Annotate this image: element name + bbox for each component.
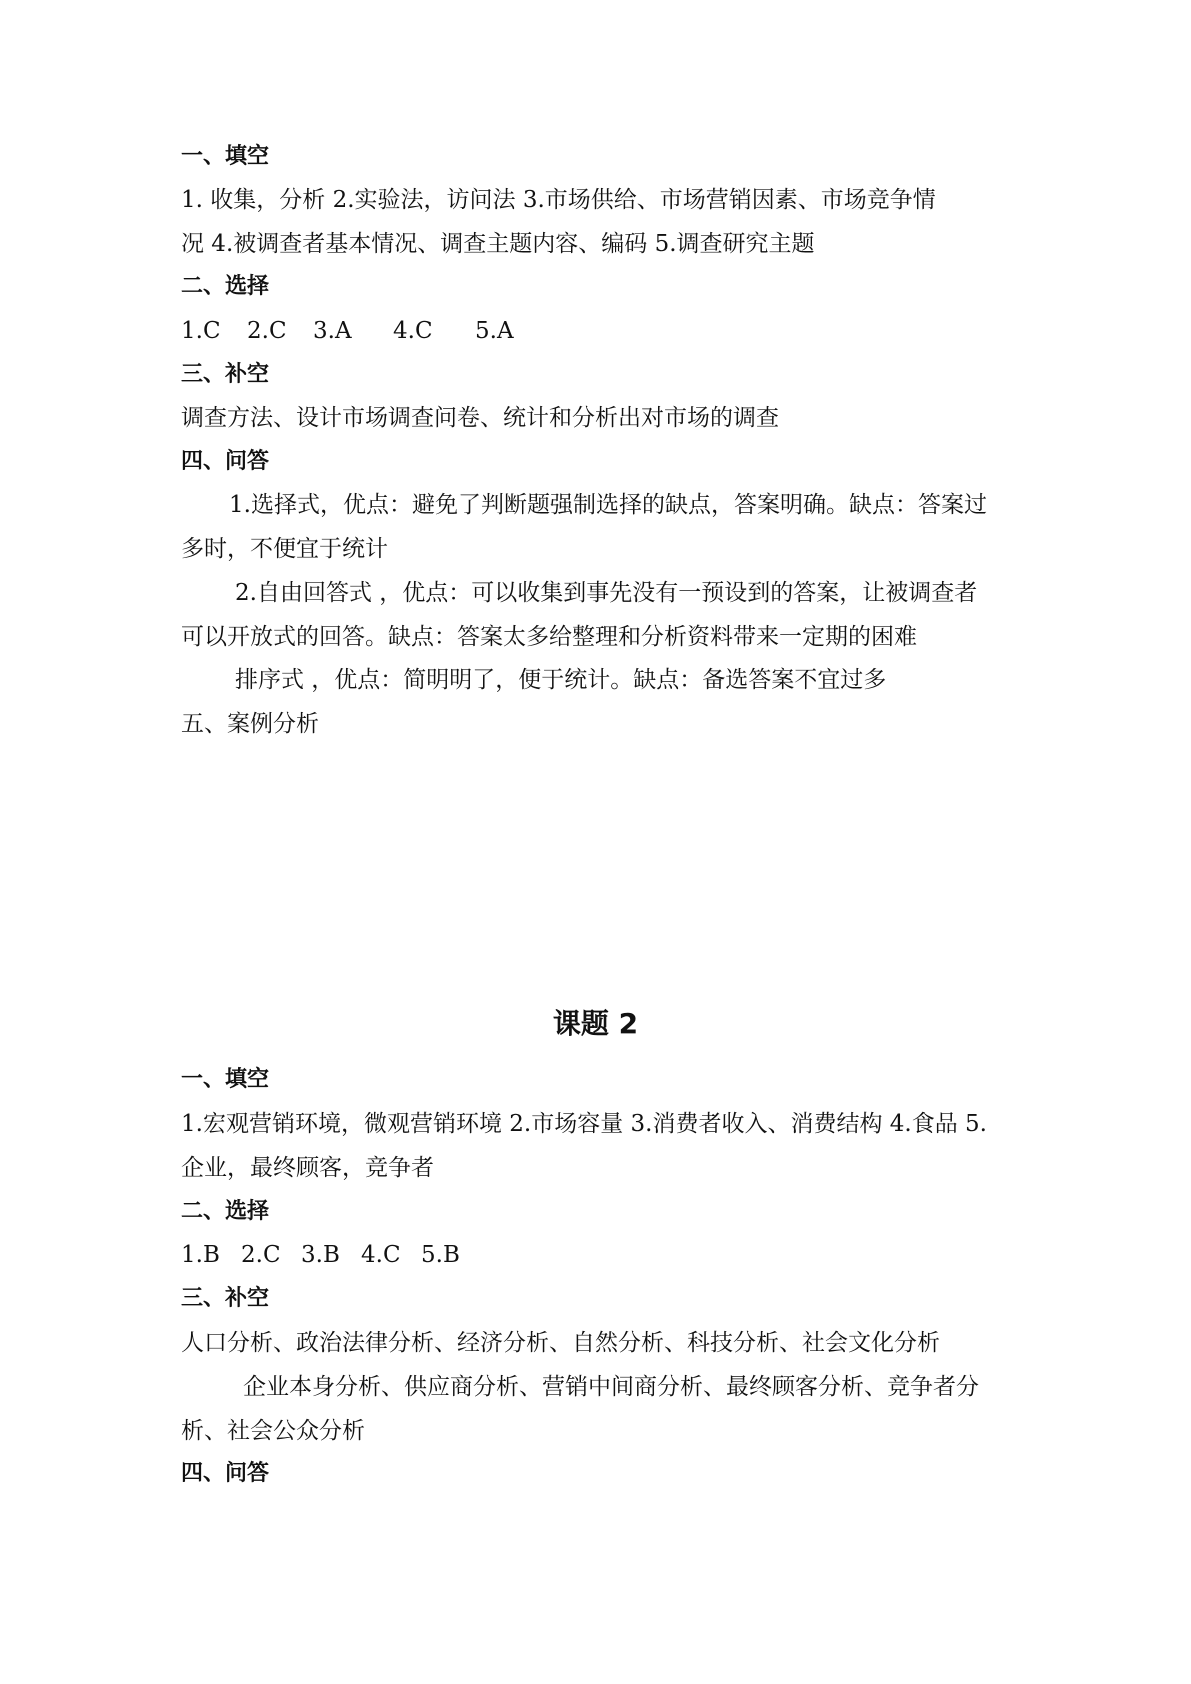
section1-qa-p3-line-1: 排序式 ，优点：简明明了，便于统计。缺点：备选答案不宜过多 (235, 667, 887, 693)
choice-answer: 4.C (361, 1242, 401, 1268)
choice-answer: 2.C (247, 318, 287, 344)
choice-answer: 3.B (301, 1242, 340, 1268)
section1-qa-p2-line-2: 可以开放式的回答。缺点：答案太多给整理和分析资料带来一定期的困难 (181, 624, 917, 650)
section1-case-heading: 五、案例分析 (181, 711, 319, 737)
section1-fill-line-2: 况 4.被调查者基本情况、调查主题内容、编码 5.调查研究主题 (181, 231, 815, 257)
choice-answer: 3.A (313, 318, 352, 344)
section1-supplement-heading: 三、补空 (181, 362, 270, 387)
section2-supplement-line-3: 析、社会公众分析 (181, 1418, 365, 1444)
choice-answer: 4.C (393, 318, 433, 344)
choice-answer: 5.B (421, 1242, 460, 1268)
section1-qa-p2-line-1: 2.自由回答式 ，优点：可以收集到事先没有一预设到的答案，让被调查者 (235, 580, 978, 606)
section1-choice-answers (181, 316, 514, 346)
choice-answer: 2.C (241, 1242, 281, 1268)
section1-choice-heading: 二、选择 (181, 274, 270, 299)
section2-fill-heading: 一、填空 (181, 1067, 270, 1092)
choice-answer: 1.C (181, 318, 221, 344)
section1-qa-p1-line-1: 1.选择式，优点：避免了判断题强制选择的缺点，答案明确。缺点：答案过 (229, 492, 987, 518)
section2-fill-line-2: 企业，最终顾客，竞争者 (181, 1155, 434, 1181)
section2-fill-line-1: 1.宏观营销环境，微观营销环境 2.市场容量 3.消费者收入、消费结构 4.食品 5. (181, 1111, 987, 1137)
section1-fill-line-1: 1. 收集，分析 2.实验法，访问法 3.市场供给、市场营销因素、市场竞争情 (181, 187, 936, 213)
choice-answer: 5.A (475, 318, 514, 344)
choice-answer: 1.B (181, 1242, 220, 1268)
section2-choice-heading: 二、选择 (181, 1199, 270, 1224)
section1-supplement-line-1: 调查方法、设计市场调查问卷、统计和分析出对市场的调查 (181, 405, 779, 431)
section1-fill-heading: 一、填空 (181, 144, 270, 169)
section1-qa-p1-line-2: 多时，不便宜于统计 (181, 536, 388, 562)
section2-choice-answers (181, 1240, 460, 1270)
section2-title: 课题 2 (552, 1007, 639, 1040)
section2-supplement-line-2: 企业本身分析、供应商分析、营销中间商分析、最终顾客分析、竞争者分 (243, 1374, 979, 1400)
section2-supplement-line-1: 人口分析、政治法律分析、经济分析、自然分析、科技分析、社会文化分析 (181, 1330, 940, 1356)
section2-qa-heading: 四、问答 (181, 1461, 270, 1486)
section1-qa-heading: 四、问答 (181, 449, 270, 474)
section2-supplement-heading: 三、补空 (181, 1286, 270, 1311)
